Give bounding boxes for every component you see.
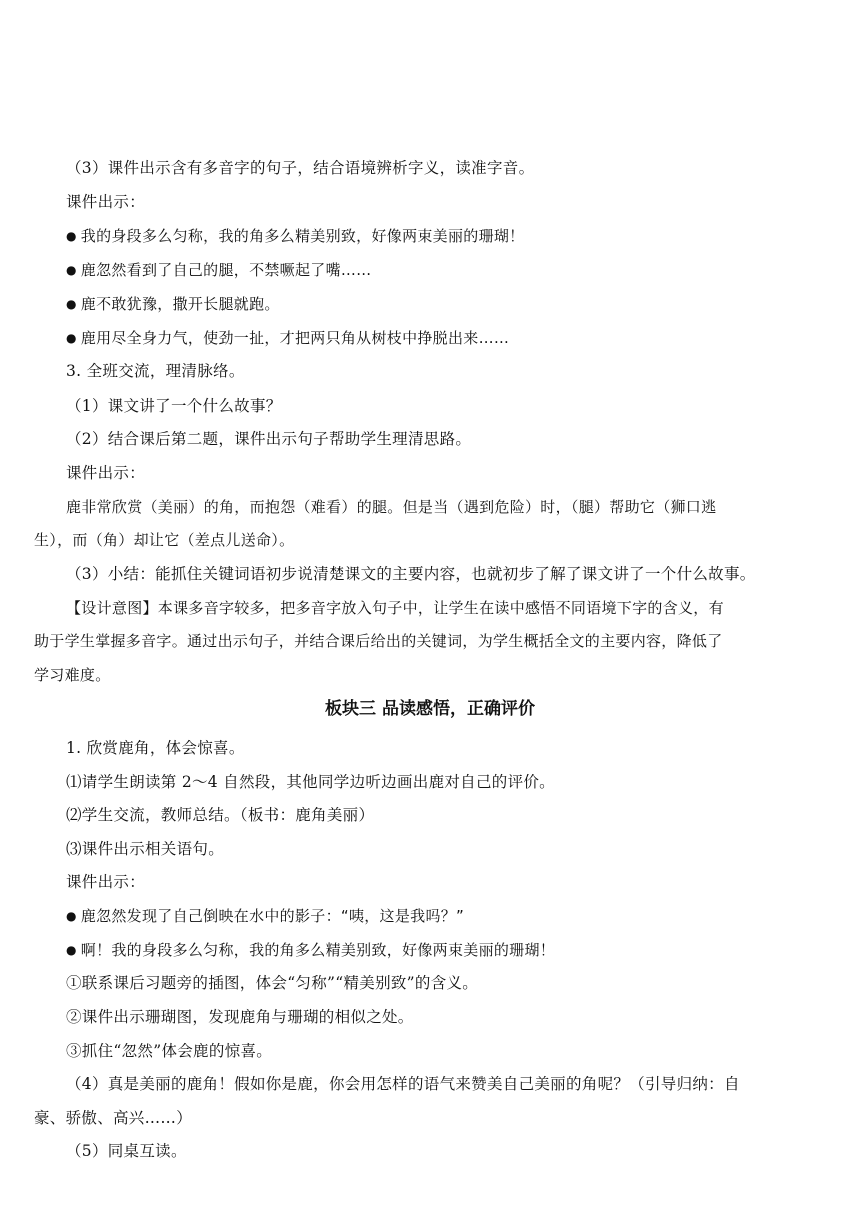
summary-sentence: 鹿非常欣赏（美丽）的角，而抱怨（难看）的腿。但是当（遇到危险）时，（腿）帮助它（狮口逃 (66, 498, 717, 516)
step-3-text: （3）课件出示含有多音字的句子，结合语境辨析字义，读准字音。 (66, 159, 535, 177)
summary-sentence-cont: 生），而（角）却让它（差点儿送命）。 (34, 531, 295, 549)
courseware-label: 课件出示： (66, 873, 146, 891)
courseware-label: 课件出示： (66, 464, 146, 482)
sub-point: ③抓住“忽然”体会鹿的惊喜。 (66, 1042, 273, 1060)
bullet-sentence: ● 鹿用尽全身力气，使劲一扯，才把两只角从树枝中挣脱出来…… (66, 328, 509, 349)
conclusion-text: （3）小结：能抓住关键词语初步说清楚课文的主要内容，也就初步了解了课文讲了一个什么故事。 (66, 565, 756, 583)
instruction-text: ⑵学生交流，教师总结。（板书：鹿角美丽） (66, 806, 375, 824)
bullet-sentence: ● 鹿不敢犹豫，撒开长腿就跑。 (66, 294, 280, 315)
design-intent-cont: 助于学生掌握多音字。通过出示句子，并结合课后给出的关键词，为学生概括全文的主要内容，降低了 (34, 632, 723, 650)
bullet-sentence: ● 我的身段多么匀称，我的角多么精美别致，好像两束美丽的珊瑚！ (66, 226, 524, 247)
design-intent-cont: 学习难度。 (34, 666, 111, 684)
question-text: （5）同桌互读。 (66, 1142, 187, 1160)
section-heading: 板块三 品读感悟，正确评价 (325, 699, 535, 719)
bullet-sentence: ● 啊！我的身段多么匀称，我的角多么精美别致，好像两束美丽的珊瑚！ (66, 940, 555, 961)
bullet-sentence: ● 鹿忽然发现了自己倒映在水中的影子：“咦，这是我吗？” (66, 906, 464, 927)
sub-point: ②课件出示珊瑚图，发现鹿角与珊瑚的相似之处。 (66, 1008, 414, 1026)
instruction-text: ⑴请学生朗读第 2～4 自然段，其他同学边听边画出鹿对自己的评价。 (66, 773, 555, 791)
design-intent: 【设计意图】本课多音字较多，把多音字放入句子中，让学生在读中感悟不同语境下字的含义，有 (66, 599, 724, 617)
question-text: （2）结合课后第二题，课件出示句子帮助学生理清思路。 (66, 430, 472, 448)
question-text: （1）课文讲了一个什么故事？ (66, 397, 282, 415)
courseware-label: 课件出示： (66, 193, 146, 211)
bullet-sentence: ● 鹿忽然看到了自己的腿，不禁噘起了嘴…… (66, 260, 371, 281)
step-heading: 3. 全班交流，理清脉络。 (66, 362, 245, 380)
question-text: （4）真是美丽的鹿角！假如你是鹿，你会用怎样的语气来赞美自己美丽的角呢？（引导归纳：自 (66, 1075, 740, 1093)
step-heading: 1. 欣赏鹿角，体会惊喜。 (66, 739, 245, 757)
instruction-text: ⑶课件出示相关语句。 (66, 840, 225, 858)
sub-point: ①联系课后习题旁的插图，体会“匀称”“精美别致”的含义。 (66, 974, 479, 992)
question-text-cont: 豪、骄傲、高兴……） (34, 1109, 193, 1127)
